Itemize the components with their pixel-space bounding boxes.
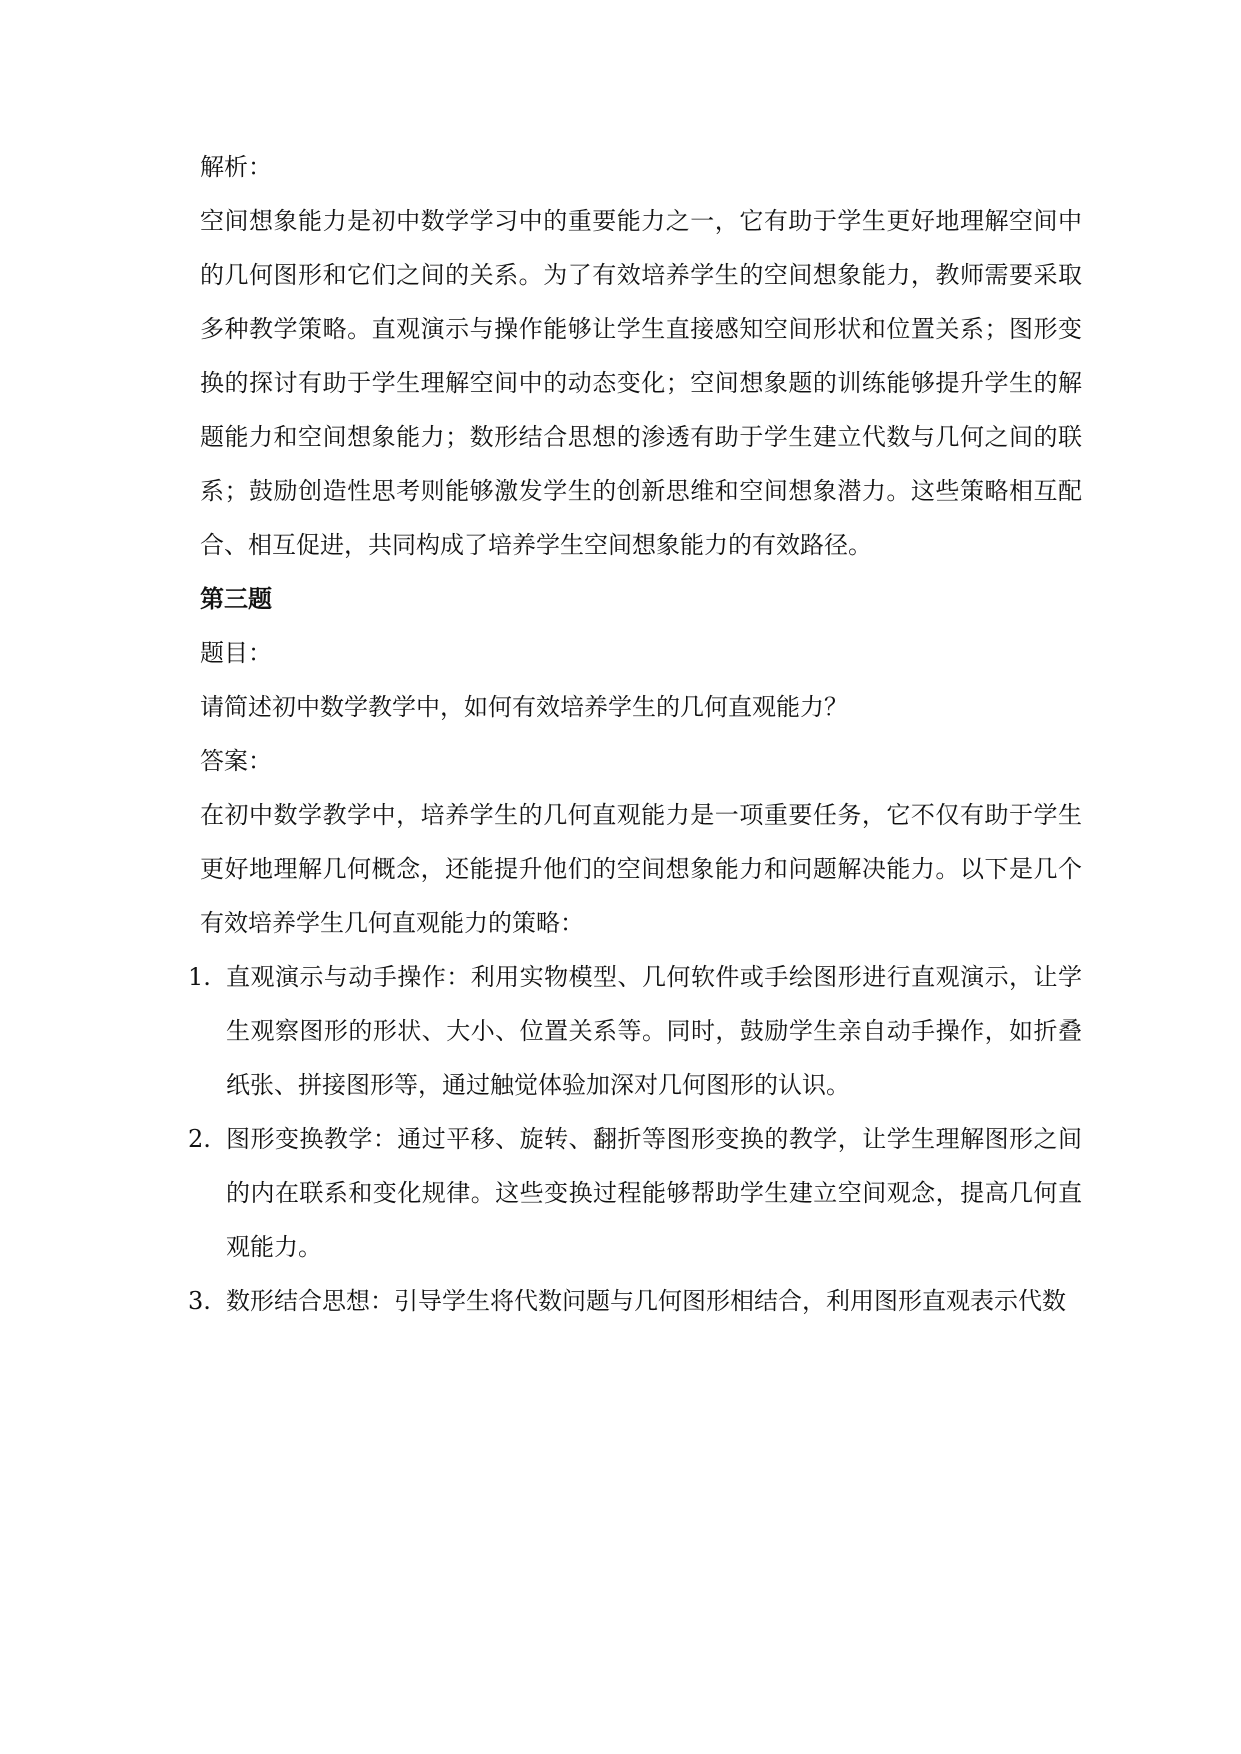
list-item-number: 2. — [188, 1125, 211, 1153]
list-item — [188, 950, 1082, 1112]
answer-intro-paragraph: 在初中数学教学中，培养学生的几何直观能力是一项重要任务，它不仅有助于学生更好地理解几何概念，还能提升他们的空间想象能力和问题解决能力。以下是几个有效培养学生几何直观能力的策略： — [200, 801, 1082, 937]
question-text: 请简述初中数学教学中，如何有效培养学生的几何直观能力？ — [200, 693, 848, 721]
strategy-list — [188, 950, 1082, 1328]
analysis-label: 解析： — [200, 153, 272, 181]
list-item-text: 直观演示与动手操作：利用实物模型、几何软件或手绘图形进行直观演示，让学生观察图形的形状、大小、位置关系等。同时，鼓励学生亲自动手操作，如折叠纸张、拼接图形等，通过触觉体验加深对几何图形的认识。 — [226, 963, 1082, 1099]
analysis-paragraph: 空间想象能力是初中数学学习中的重要能力之一，它有助于学生更好地理解空间中的几何图形和它们之间的关系。为了有效培养学生的空间想象能力，教师需要采取多种教学策略。直观演示与操作能够让学生直接感知空间形状和位置关系；图形变换的探讨有助于学生理解空间中的动态变化；空间想象题的训练能够提升学生的解题能力和空间想象能力；数形结合思想的渗透有助于学生建立代数与几何之间的联系；鼓励创造性思考则能够激发学生的创新思维和空间想象潜力。这些策略相互配合、相互促进，共同构成了培养学生空间想象能力的有效路径。 — [200, 207, 1082, 559]
answer-label: 答案： — [200, 747, 272, 775]
list-item-text: 数形结合思想：引导学生将代数问题与几何图形相结合，利用图形直观表示代数 — [226, 1287, 1066, 1315]
list-item-text: 图形变换教学：通过平移、旋转、翻折等图形变换的教学，让学生理解图形之间的内在联系和变化规律。这些变换过程能够帮助学生建立空间观念，提高几何直观能力。 — [226, 1125, 1082, 1261]
question-label: 题目： — [200, 639, 272, 667]
list-item — [188, 1112, 1082, 1274]
page-content — [188, 140, 1082, 1328]
list-item-number: 1. — [188, 963, 211, 991]
list-item — [188, 1274, 1082, 1328]
question-heading: 第三题 — [200, 584, 272, 613]
list-item-number: 3. — [188, 1287, 211, 1315]
